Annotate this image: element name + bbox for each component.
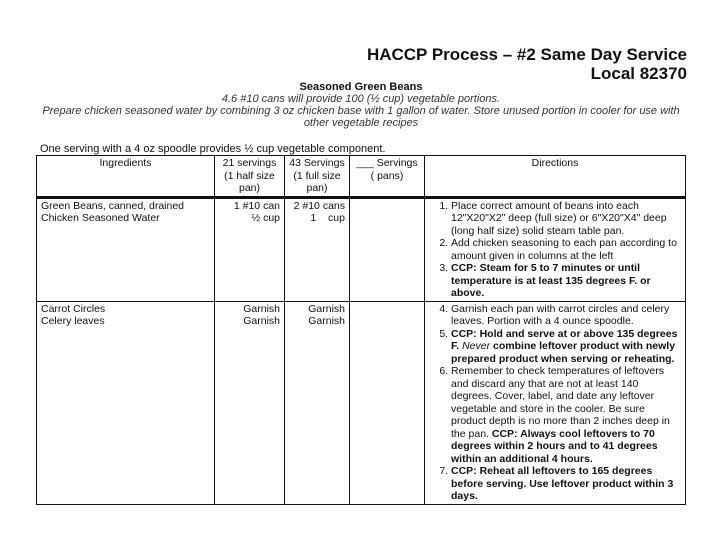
- header-43: 43 Servings (1 full size pan): [285, 156, 350, 198]
- s43-cell: Garnish Garnish: [285, 301, 350, 504]
- yield-note: 4.6 #10 cans will provide 100 (½ cup) vegetable portions. Prepare chicken seasoned water by combining 3 oz chicken base with 1 gallon of water. Store unused portion in cooler for use with other vegetable recipes: [42, 93, 680, 129]
- direction-step: 4. Garnish each pan with carrot circles and celery leaves. Portion with a 4 ounce spoodle.: [451, 303, 681, 328]
- custom-cell[interactable]: [350, 301, 425, 504]
- direction-step: 1. Place correct amount of beans into each 12"X20"X2" deep (full size) or 6"X20"X4" deep (long half size) solid steam table pan.: [451, 200, 681, 238]
- direction-step: 2. Add chicken seasoning to each pan according to amount given in columns at the left: [451, 237, 681, 262]
- direction-step: 3. CCP: Steam for 5 to 7 minutes or until temperature is at least 135 degrees F. or above.: [451, 262, 681, 300]
- s43-cell: 2 #10 cans 1 cup: [285, 197, 350, 301]
- direction-step: 5. CCP: Hold and serve at or above 135 degrees F. Never combine leftover product with newly prepared product when serving or reheating.: [451, 328, 681, 366]
- direction-step: 6. Remember to check temperatures of leftovers and discard any that are not at least 140 degrees. Cover, label, and date any leftover vegetable and store in the cooler. Be sure product depth is no more than 2 inches deep in the pan. CCP: Always cool leftovers to 70 degrees within 2 hours and to 41 degrees within an additional 4 hours.: [451, 365, 681, 465]
- custom-cell[interactable]: [350, 197, 425, 301]
- ingredients-cell: Carrot Circles Celery leaves: [37, 301, 215, 504]
- header-custom: ___ Servings ( pans): [350, 156, 425, 198]
- page-title: HACCP Process – #2 Same Day Service: [366, 45, 687, 64]
- header-directions: Directions: [425, 156, 686, 198]
- directions-cell: [425, 197, 686, 301]
- recipe-title: Seasoned Green Beans: [299, 81, 423, 93]
- ingredients-cell: Green Beans, canned, drained Chicken Seasoned Water: [37, 197, 215, 301]
- local-number: Local 82370: [590, 64, 687, 83]
- recipe-table: [36, 155, 686, 505]
- s21-cell: Garnish Garnish: [215, 301, 285, 504]
- header-21: 21 servings (1 half size pan): [215, 156, 285, 198]
- header-ingredients: Ingredients: [37, 156, 215, 198]
- directions-cell: [425, 301, 686, 504]
- s21-cell: 1 #10 can ½ cup: [215, 197, 285, 301]
- direction-step: 7. CCP: Reheat all leftovers to 165 degrees before serving. Use leftover product within 3 days.: [451, 465, 681, 503]
- serving-note: One serving with a 4 oz spoodle provides ½ cup vegetable component.: [40, 143, 386, 155]
